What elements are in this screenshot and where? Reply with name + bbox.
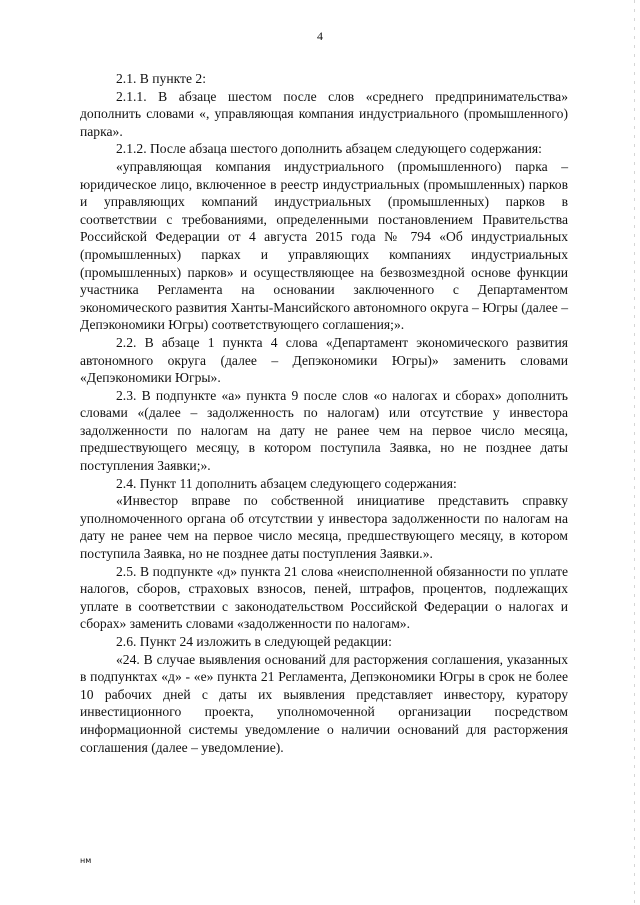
paragraph-2-2: 2.2. В абзаце 1 пункта 4 слова «Департамент экономического развития автономного округа (далее – Депэкономики Югры)» заменить словами «Депэкономики Югры». <box>80 334 568 386</box>
page-number: 4 <box>317 29 323 43</box>
paragraph-2-4: 2.4. Пункт 11 дополнить абзацем следующего содержания: <box>116 475 457 491</box>
scan-edge <box>634 0 635 905</box>
paragraph-2-5: 2.5. В подпункте «д» пункта 21 слова «неисполненной обязанности по уплате налогов, сборов, страховых взносов, пеней, штрафов, процентов, подлежащих уплате в соответствии с законодательством Российской Федерации о налогах и сборах» заменить словами «задолженности по налогам». <box>80 563 568 632</box>
paragraph-quote-24: «24. В случае выявления оснований для расторжения соглашения, указанных в подпунктах «д» - «е» пункта 21 Регламента, Депэкономики Югры в срок не более 10 рабочих дней с даты их выявления представляет инвестору, куратору инвестиционного проекта, уполномоченной организации посредством информационной системы уведомление о наличии оснований для расторжения соглашения (далее – уведомление). <box>80 651 568 755</box>
footer-initials: нм <box>80 856 92 865</box>
paragraph-2-1-1: 2.1.1. В абзаце шестом после слов «среднего предпринимательства» дополнить словами «, управляющая компания индустриального (промышленного) парка». <box>80 88 568 139</box>
paragraph-2-6: 2.6. Пункт 24 изложить в следующей редакции: <box>116 634 392 649</box>
paragraph-quote-management-company: «управляющая компания индустриального (промышленного) парка – юридическое лицо, включенное в реестр индустриальных (промышленных) парков и управляющих компаний индустриальных (промышленных) парков в соответствии с требованиями, определенными постановлением Правительства Российской Федерации от 4 августа 2015 года № 794 «Об индустриальных (промышленных) парках и управляющих компаниях индустриальных (промышленных) парков» и осуществляющее на безвозмездной основе функции участника Регламента на основании заключенного с Департаментом экономического развития Ханты-Мансийского автономного округа – Югры (далее – Депэкономики Югры) соответствующего соглашения;». <box>80 158 568 333</box>
paragraph-2-1: 2.1. В пункте 2: <box>116 71 206 86</box>
paragraph-quote-investor: «Инвестор вправе по собственной инициативе представить справку уполномоченного органа об отсутствии у инвестора задолженности по налогам на дату не ранее чем на первое число месяца, предшествующего месяцу, в котором поступила Заявка, но не позднее даты поступления Заявки.». <box>80 493 568 562</box>
document-body <box>80 70 568 756</box>
paragraph-2-1-2: 2.1.2. После абзаца шестого дополнить абзацем следующего содержания: <box>116 141 542 157</box>
paragraph-2-3: 2.3. В подпункте «а» пункта 9 после слов «о налогах и сборах» дополнить словами «(далее – задолженность по налогам) или отсутствие у инвестора задолженности по налогам на дату не ранее чем на первое число месяца, предшествующего месяцу, в котором поступила Заявка, но не позднее даты поступления Заявки;». <box>80 387 568 474</box>
